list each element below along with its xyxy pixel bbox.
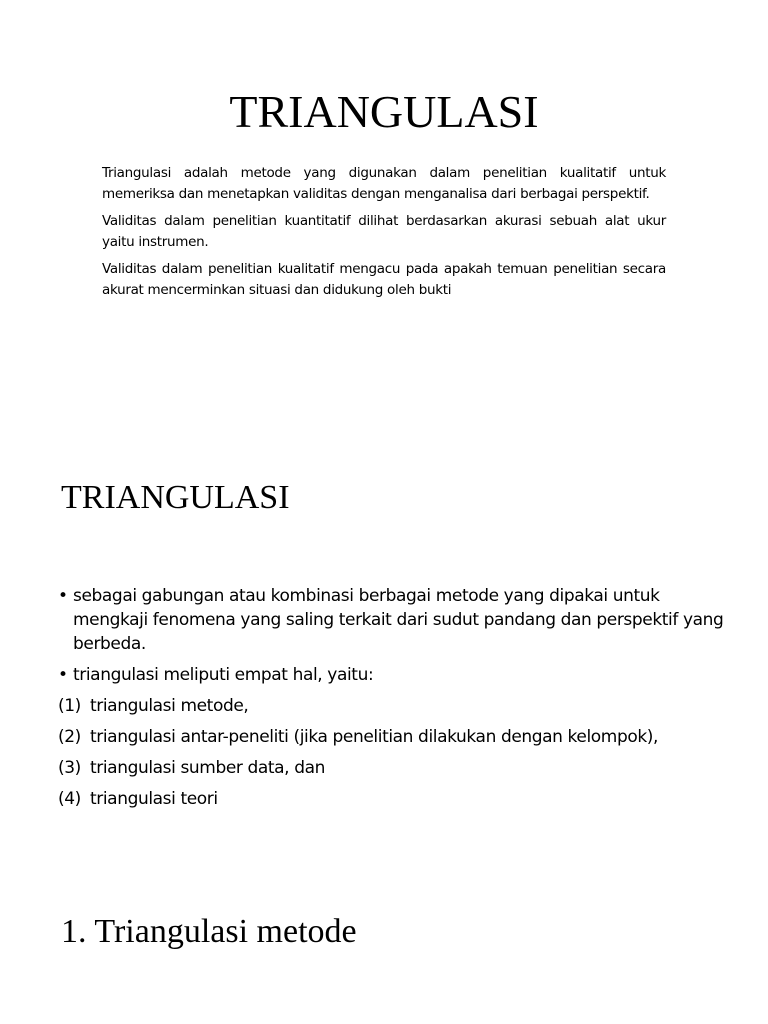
paragraph-quantitative-validity: Validitas dalam penelitian kuantitatif dilihat berdasarkan akurasi sebuah alat ukur yaitu instrumen. (102, 213, 666, 250)
item-number: (2) (58, 727, 81, 747)
bullet-item (58, 663, 738, 687)
slide-1-body (102, 163, 666, 307)
numbered-item (58, 694, 738, 718)
bullet-icon: • (58, 586, 68, 606)
item-text: triangulasi antar-peneliti (jika penelitian dilakukan dengan kelompok), (90, 727, 659, 747)
slide-1 (0, 0, 768, 432)
slide-3 (0, 864, 768, 1024)
bullet-text: triangulasi meliputi empat hal, yaitu: (73, 665, 374, 685)
numbered-item (58, 756, 738, 780)
item-number: (1) (58, 696, 81, 716)
bullet-item (58, 584, 738, 656)
bullet-text: sebagai gabungan atau kombinasi berbagai metode yang dipakai untuk mengkaji fenomena yang saling terkait dari sudut pandang dan perspektif yang berbeda. (73, 586, 724, 654)
bullet-icon: • (58, 665, 68, 685)
item-number: (3) (58, 758, 81, 778)
slide-2-title: TRIANGULASI (61, 479, 290, 516)
item-text: triangulasi sumber data, dan (90, 758, 325, 778)
paragraph-definition: Triangulasi adalah metode yang digunakan dalam penelitian kualitatif untuk memeriksa dan menetapkan validitas dengan menganalisa dari berbagai perspektif. (102, 165, 666, 202)
slide-3-title: 1. Triangulasi metode (61, 913, 357, 950)
slide-2 (0, 432, 768, 864)
item-text: triangulasi metode, (90, 696, 249, 716)
numbered-item (58, 787, 738, 811)
numbered-item (58, 725, 738, 749)
item-text: triangulasi teori (90, 789, 218, 809)
slide-1-title: TRIANGULASI (229, 86, 539, 137)
item-number: (4) (58, 789, 81, 809)
paragraph-qualitative-validity: Validitas dalam penelitian kualitatif mengacu pada apakah temuan penelitian secara akurat mencerminkan situasi dan didukung oleh bukti (102, 261, 666, 298)
slide-2-list (58, 584, 738, 818)
